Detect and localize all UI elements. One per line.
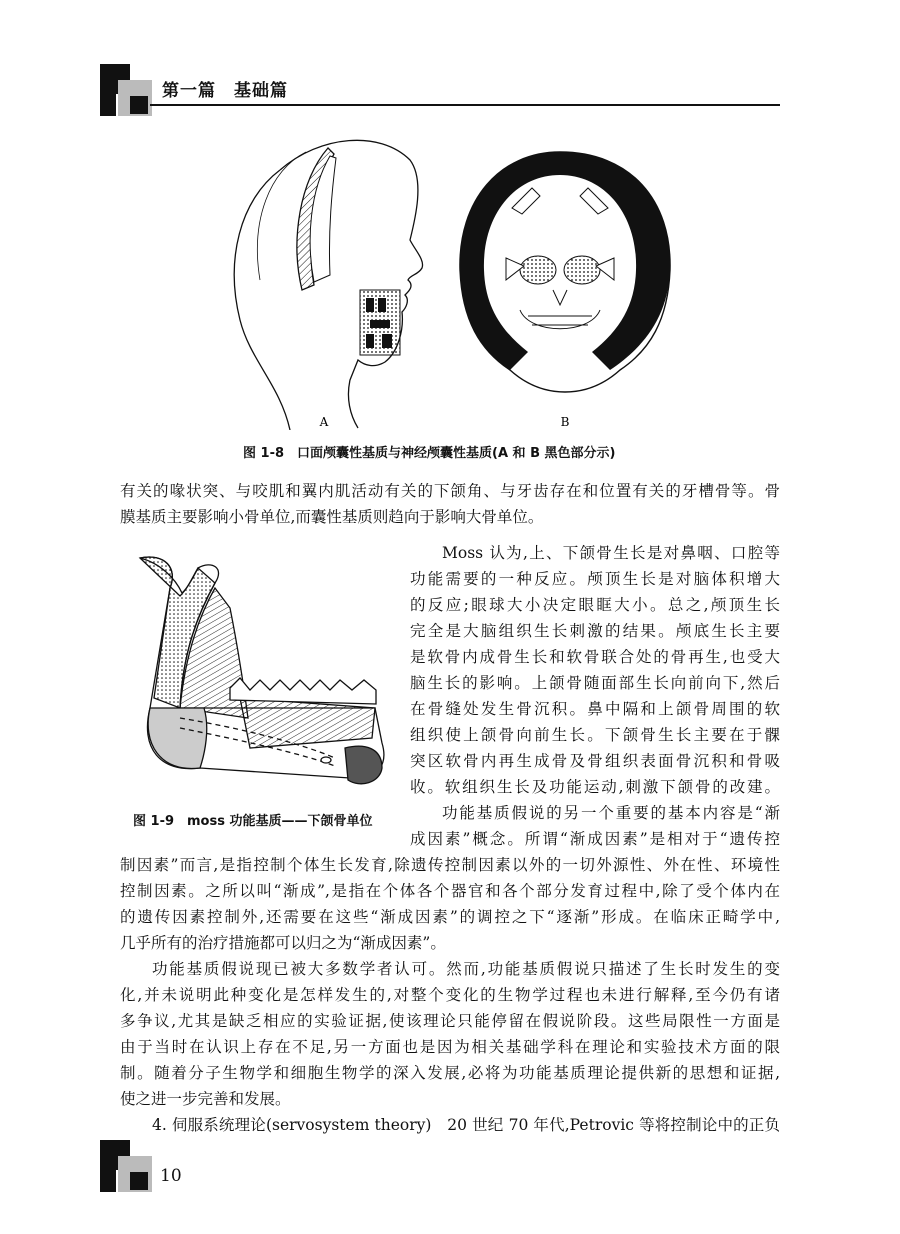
paragraph-4-line-6: 使之进一步完善和发展。 — [120, 1090, 291, 1108]
paragraph-2-line-4: 完全是大脑组织生长刺激的结果。颅底生长主要 — [410, 622, 780, 640]
figure-1-9 — [120, 548, 410, 798]
paragraph-2-line-2: 功能需要的一种反应。颅顶生长是对脑体积增大 — [410, 570, 780, 588]
paragraph-3-line-3: 制因素”而言,是指控制个体生长发育,除遗传控制因素以外的一切外源性、外在性、环境性 — [120, 856, 780, 874]
paragraph-2-line-10: 收。软组织生长及功能运动,刺激下颌骨的改建。 — [410, 778, 780, 796]
paragraph-1-line-2: 膜基质主要影响小骨单位,而囊性基质则趋向于影响大骨单位。 — [120, 508, 544, 526]
header-title: 第一篇 基础篇 — [162, 81, 288, 101]
figure-b-skull-drawing — [460, 152, 670, 392]
figure-1-8 — [210, 130, 690, 430]
paragraph-4-line-4: 由于当时在认识上存在不足,另一方面也是因为相关基础学科在理论和实验技术方面的限 — [120, 1038, 780, 1056]
figure-1-8-caption: 图 1-8 口面颅囊性基质与神经颅囊性基质(A 和 B 黑色部分示) — [243, 446, 616, 461]
paragraph-2-line-6: 脑生长的影响。上颌骨随面部生长向前向下,然后 — [410, 674, 780, 692]
figure-b-label: B — [560, 415, 570, 429]
paragraph-3-line-6: 几乎所有的治疗措施都可以归之为“渐成因素”。 — [120, 934, 446, 952]
mandible-drawing — [140, 557, 384, 784]
paragraph-4-line-5: 制。随着分子生物学和细胞生物学的深入发展,必将为功能基质理论提供新的思想和证据, — [120, 1064, 780, 1082]
page-number: 10 — [160, 1166, 182, 1186]
figure-a-label: A — [319, 415, 329, 429]
paragraph-2-line-5: 是软骨内成骨生长和软骨联合处的骨再生,也受大 — [410, 648, 780, 666]
paragraph-3-line-1: 功能基质假说的另一个重要的基本内容是“渐 — [442, 804, 780, 822]
header-decoration — [100, 64, 152, 118]
paragraph-4-line-1: 功能基质假说现已被大多数学者认可。然而,功能基质假说只描述了生长时发生的变 — [152, 960, 780, 978]
paragraph-5-line-1: 4. 伺服系统理论(servosystem theory) 20 世纪 70 年代,Petrovic 等将控制论中的正负 — [152, 1116, 780, 1134]
paragraph-1-line-1: 有关的喙状突、与咬肌和翼内肌活动有关的下颌角、与牙齿存在和位置有关的牙槽骨等。骨 — [120, 482, 780, 500]
paragraph-4-line-3: 多争议,尤其是缺乏相应的实验证据,使该理论只能停留在假说阶段。这些局限性一方面是 — [120, 1012, 780, 1030]
paragraph-3-line-2: 成因素”概念。所谓“渐成因素”是相对于“遗传控 — [410, 830, 780, 848]
paragraph-4-line-2: 化,并未说明此种变化是怎样发生的,对整个变化的生物学过程也未进行解释,至今仍有诸 — [120, 986, 780, 1004]
figure-a-oral-region — [360, 290, 400, 355]
figure-1-9-caption: 图 1-9 moss 功能基质——下颌骨单位 — [133, 814, 373, 829]
paragraph-2-line-1: Moss 认为,上、下颌骨生长是对鼻咽、口腔等 — [442, 544, 780, 562]
header-rule — [150, 104, 780, 106]
paragraph-2-line-3: 的反应;眼球大小决定眼眶大小。总之,颅顶生长 — [410, 596, 780, 614]
paragraph-3-line-4: 控制因素。之所以叫“渐成”,是指在个体各个器官和各个部分发育过程中,除了受个体内在 — [120, 882, 780, 900]
paragraph-2-line-7: 在骨缝处发生骨沉积。鼻中隔和上颌骨周围的软 — [410, 700, 780, 718]
footer-decoration — [100, 1140, 152, 1194]
paragraph-2-line-9: 突区软骨内再生成骨及骨组织表面骨沉积和骨吸 — [410, 752, 780, 770]
paragraph-2-line-8: 组织使上颌骨向前生长。下颌骨生长主要在于髁 — [410, 726, 780, 744]
paragraph-3-line-5: 的遗传因素控制外,还需要在这些“渐成因素”的调控之下“逐渐”形成。在临床正畸学中, — [120, 908, 780, 926]
